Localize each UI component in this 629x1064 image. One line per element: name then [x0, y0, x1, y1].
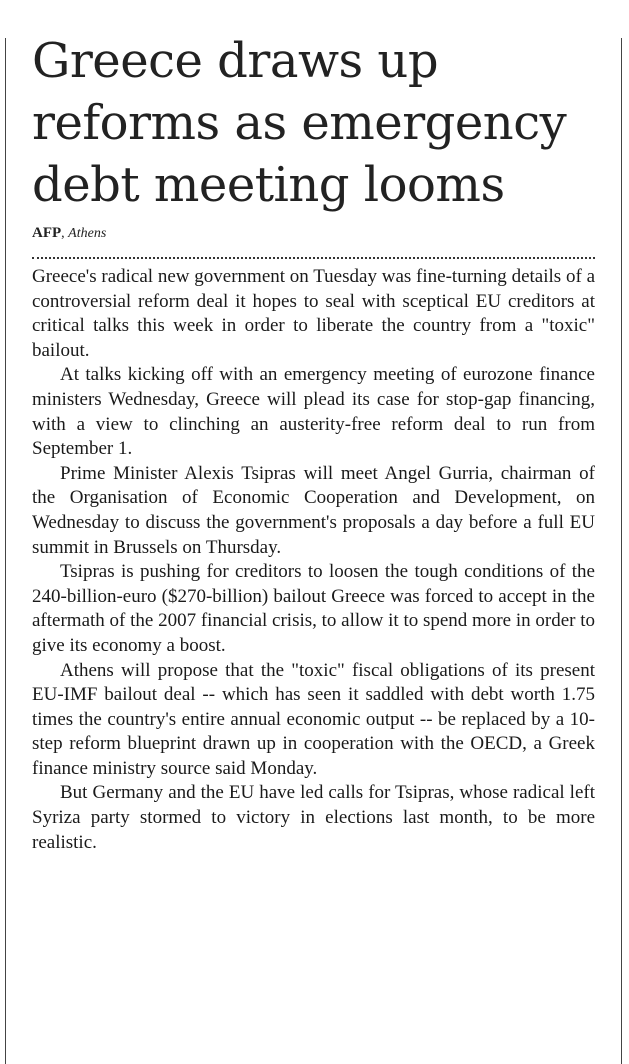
paragraph-2: At talks kicking off with an emergency meeting of eurozone finance ministers Wednesday, Greece will plead its case for stop-gap financing, with a view to clinching an austerity-free reform deal to run from September 1.: [32, 364, 595, 460]
paragraph-6: But Germany and the EU have led calls for Tsipras, whose radical left Syriza party stormed to victory in elections last month, to be more realistic.: [32, 782, 595, 853]
dotted-divider: [32, 257, 595, 259]
article-byline: [32, 224, 595, 243]
paragraph-3: Prime Minister Alexis Tsipras will meet Angel Gurria, chairman of the Organisation of Economic Cooperation and Development, on Wednesday to discuss the government's proposals a day before a full EU summit in Brussels on Thursday.: [32, 462, 595, 558]
paragraph-5: Athens will propose that the "toxic" fiscal obligations of its present EU-IMF bailout deal -- which has seen it saddled with debt worth 1.75 times the country's entire annual economic output -- be replaced by a 10-step reform blueprint drawn up in cooperation with the OECD, a Greek finance ministry source said Monday.: [32, 659, 595, 779]
article-body: [32, 265, 595, 855]
paragraph-4: Tsipras is pushing for creditors to loosen the tough conditions of the 240-billion-euro ($270-billion) bailout Greece was forced to accept in the aftermath of the 2007 financial crisis, to allow it to spend more in order to give its economy a boost.: [32, 561, 595, 656]
byline-separator: ,: [61, 226, 65, 241]
article-headline: Greece draws up reforms as emergency debt meeting looms: [32, 33, 567, 213]
byline-agency: AFP: [32, 225, 62, 241]
paragraph-1: Greece's radical new government on Tuesday was fine-turning details of a controversial reform deal it hopes to seal with sceptical EU creditors at critical talks this week in order to liberate the country from a "toxic" bailout.: [32, 266, 595, 361]
byline-dateline: Athens: [68, 226, 107, 241]
column-rule-right: [621, 38, 622, 1064]
news-article: [32, 30, 595, 855]
column-rule-left: [5, 38, 6, 1064]
